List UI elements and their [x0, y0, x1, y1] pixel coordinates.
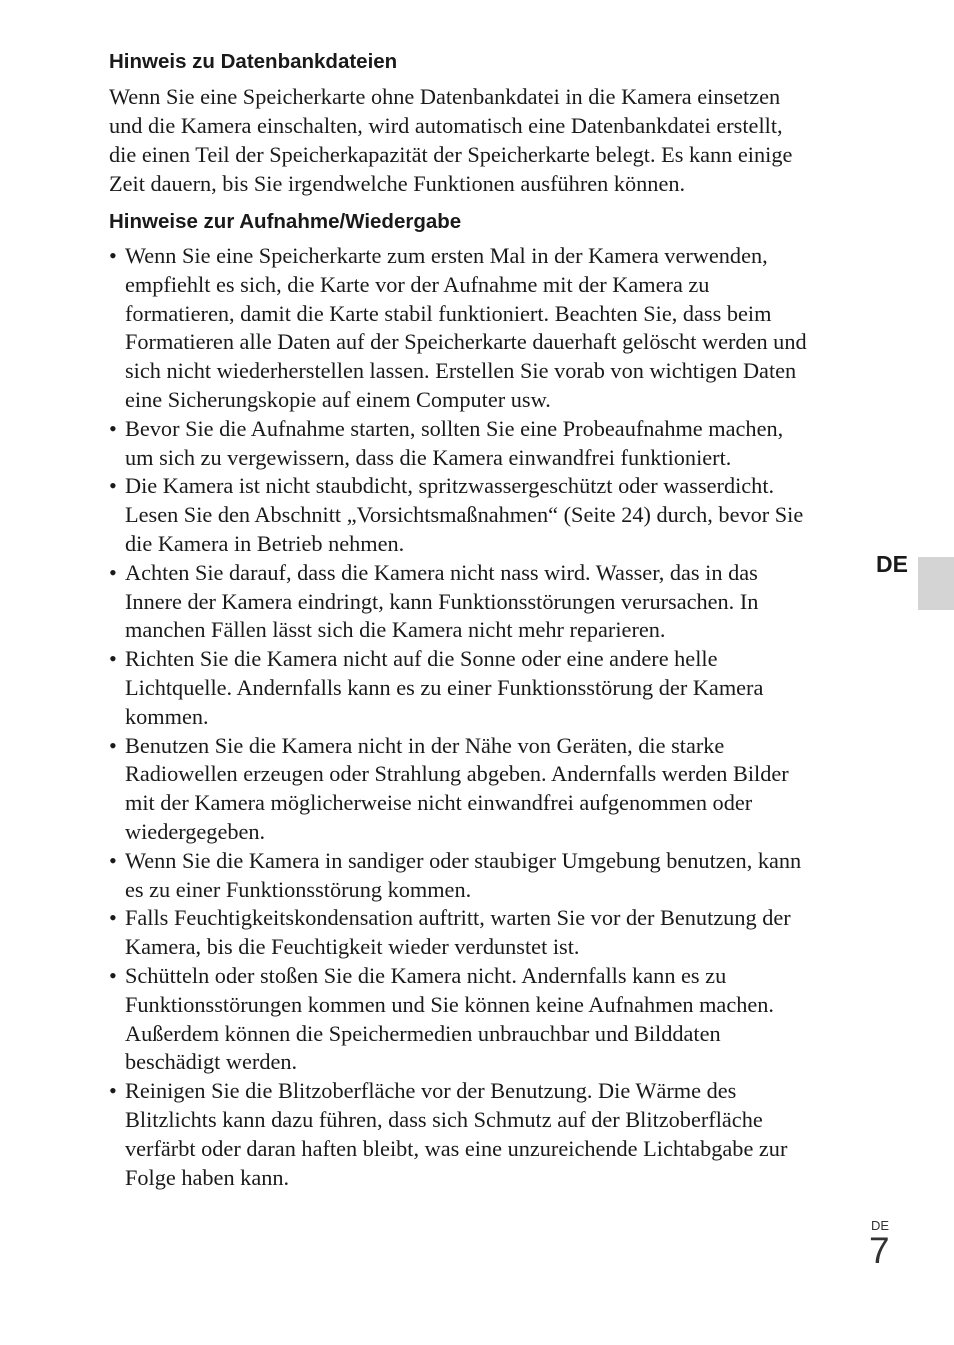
bullet-icon: • [109, 732, 117, 758]
bullet-icon: • [109, 559, 117, 585]
bullet-icon: • [109, 646, 117, 672]
list-item [109, 904, 807, 962]
bullet-line: Lesen Sie den Abschnitt „Vorsichtsmaßnahmen“ (Seite 24) durch, bevor Sie [125, 502, 804, 528]
bullet-line: Bevor Sie die Aufnahme starten, sollten Sie eine Probeaufnahme machen, [125, 415, 784, 441]
bullet-line: die Kamera in Betrieb nehmen. [125, 530, 405, 556]
paragraph-line: Zeit dauern, bis Sie irgendwelche Funktionen ausführen können. [109, 171, 686, 196]
bullet-icon: • [109, 905, 117, 931]
bullet-icon: • [109, 847, 117, 873]
bullet-line: beschädigt werden. [125, 1049, 298, 1075]
language-tab-label: DE [876, 551, 908, 577]
bullet-line: Falls Feuchtigkeitskondensation auftritt, warten Sie vor der Benutzung der [125, 905, 791, 931]
page-number: 7 [869, 1230, 890, 1271]
bullet-icon: • [109, 962, 117, 988]
bullet-line: Formatieren alle Daten auf der Speicherkarte dauerhaft gelöscht werden und [125, 329, 807, 355]
bullet-line: Schütteln oder stoßen Sie die Kamera nicht. Andernfalls kann es zu [125, 962, 727, 988]
bullet-line: Folge haben kann. [125, 1164, 290, 1190]
bullet-icon: • [109, 473, 117, 499]
section-heading-recording: Hinweise zur Aufnahme/Wiedergabe [109, 209, 462, 233]
bullet-line: es zu einer Funktionsstörung kommen. [125, 876, 472, 902]
bullet-line: Wenn Sie eine Speicherkarte zum ersten Mal in der Kamera verwenden, [125, 243, 768, 268]
bullet-line: Reinigen Sie die Blitzoberfläche vor der Benutzung. Die Wärme des [125, 1078, 737, 1104]
bullet-line: empfiehlt es sich, die Karte vor der Aufnahme mit der Kamera zu [125, 271, 710, 297]
list-item [109, 732, 807, 847]
bullet-line: Radiowellen erzeugen oder Strahlung abgeben. Andernfalls werden Bilder [125, 761, 789, 787]
bullet-line: kommen. [125, 703, 209, 729]
bullet-line: formatieren, damit die Karte stabil funktioniert. Beachten Sie, dass beim [125, 300, 772, 326]
paragraph-line: die einen Teil der Speicherkapazität der Speicherkarte belegt. Es kann einige [109, 142, 793, 167]
bullet-line: Blitzlichts kann dazu führen, dass sich Schmutz auf der Blitzoberfläche [125, 1106, 763, 1132]
bullet-line: Richten Sie die Kamera nicht auf die Sonne oder eine andere helle [125, 646, 718, 672]
bullet-line: wiedergegeben. [125, 818, 266, 844]
bullet-line: sich nicht wiederherstellen lassen. Erstellen Sie vorab von wichtigen Daten [125, 358, 797, 384]
bullet-line: Lichtquelle. Andernfalls kann es zu einer Funktionsstörung der Kamera [125, 674, 764, 700]
bullet-line: mit der Kamera möglicherweise nicht einwandfrei aufgenommen oder [125, 790, 753, 816]
bullet-line: Kamera, bis die Feuchtigkeit wieder verdunstet ist. [125, 934, 580, 960]
language-tab-marker [918, 557, 954, 610]
list-item [109, 645, 807, 731]
bullet-line: um sich zu vergewissern, dass die Kamera einwandfrei funktioniert. [125, 444, 732, 470]
bullet-line: Benutzen Sie die Kamera nicht in der Nähe von Geräten, die starke [125, 732, 725, 758]
list-item [109, 559, 807, 645]
section-heading-database: Hinweis zu Datenbankdateien [109, 49, 398, 73]
bullet-line: Funktionsstörungen kommen und Sie können keine Aufnahmen machen. [125, 991, 774, 1017]
bullet-line: verfärbt oder daran haften bleibt, was eine unzureichende Lichtabgabe zur [125, 1135, 788, 1161]
bullet-line: eine Sicherungskopie auf einem Computer usw. [125, 386, 551, 412]
recording-notes-list [109, 242, 807, 1192]
list-item [109, 242, 807, 415]
list-item [109, 847, 807, 905]
bullet-line: Außerdem können die Speichermedien unbrauchbar und Bilddaten [125, 1020, 721, 1046]
bullet-line: Die Kamera ist nicht staubdicht, spritzwassergeschützt oder wasserdicht. [125, 473, 775, 499]
bullet-line: manchen Fällen lässt sich die Kamera nicht mehr reparieren. [125, 617, 666, 643]
list-item [109, 415, 807, 473]
bullet-line: Innere der Kamera eindringt, kann Funktionsstörungen verursachen. In [125, 588, 759, 614]
list-item [109, 472, 807, 558]
list-item [109, 962, 807, 1077]
database-paragraph [109, 82, 792, 198]
paragraph-line: und die Kamera einschalten, wird automatisch eine Datenbankdatei erstellt, [109, 113, 783, 138]
bullet-line: Achten Sie darauf, dass die Kamera nicht nass wird. Wasser, das in das [125, 559, 758, 585]
paragraph-line: Wenn Sie eine Speicherkarte ohne Datenbankdatei in die Kamera einsetzen [109, 84, 781, 109]
bullet-icon: • [109, 243, 117, 268]
bullet-icon: • [109, 1078, 117, 1104]
bullet-line: Wenn Sie die Kamera in sandiger oder staubiger Umgebung benutzen, kann [125, 847, 802, 873]
list-item [109, 1077, 807, 1192]
bullet-icon: • [109, 415, 117, 441]
footer-language: DE [871, 1218, 890, 1233]
